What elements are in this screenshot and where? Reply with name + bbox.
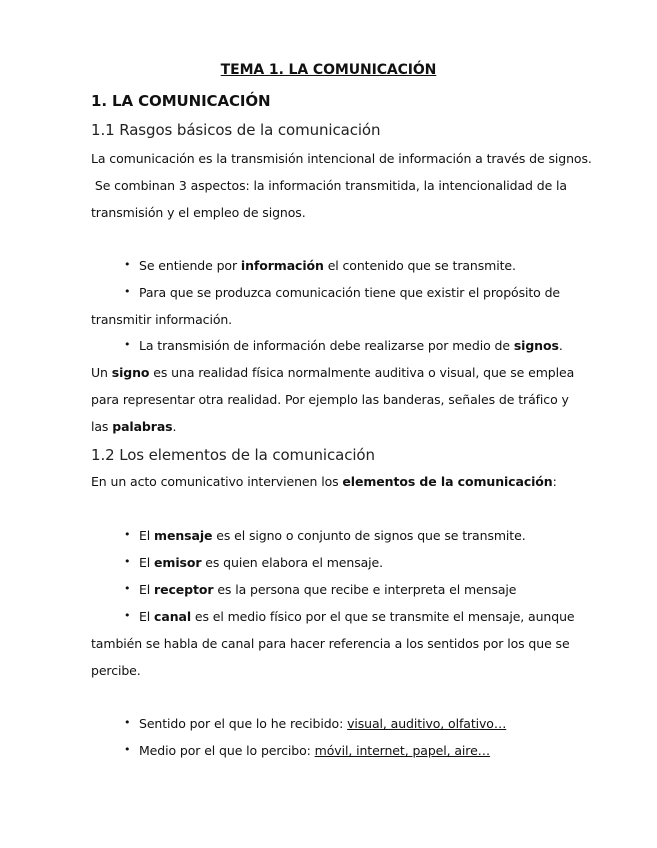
underlined-examples: visual, auditivo, olfativo…	[347, 716, 507, 731]
paragraph-text: :	[552, 474, 557, 489]
list-item-bold: mensaje	[154, 528, 213, 543]
paragraph-line	[91, 365, 574, 380]
paragraph-line	[91, 419, 176, 434]
list-item-text: .	[558, 338, 563, 353]
paragraph-text: las	[91, 419, 113, 434]
list-item-text: es quien elabora el mensaje.	[201, 555, 384, 570]
list-item-text: El	[139, 582, 155, 597]
list-item-text: es el medio físico por el que se transmite el mensaje, aunque	[191, 609, 575, 624]
bullet-icon: •	[124, 743, 131, 756]
bullet-icon: •	[124, 258, 131, 271]
bullet-icon: •	[124, 285, 131, 298]
list-item-bold: información	[240, 258, 324, 273]
list-item-continuation: transmitir información.	[91, 312, 233, 327]
subsection-heading-1-2: 1.2 Los elementos de la comunicación	[91, 446, 375, 464]
bullet-icon: •	[124, 716, 131, 729]
list-item: Para que se produzca comunicación tiene que existir el propósito de	[139, 285, 561, 300]
bullet-icon: •	[124, 528, 131, 541]
list-item-bold: receptor	[154, 582, 214, 597]
list-item-text: Se entiende por	[139, 258, 241, 273]
list-item-text: El	[139, 528, 155, 543]
paragraph-text: .	[172, 419, 177, 434]
paragraph-text: En un acto comunicativo intervienen los	[91, 474, 343, 489]
subsection-heading-1-1: 1.1 Rasgos básicos de la comunicación	[91, 121, 381, 139]
list-item-continuation: percibe.	[91, 663, 141, 678]
list-item-text: es la persona que recibe e interpreta el mensaje	[213, 582, 517, 597]
bullet-icon: •	[124, 609, 131, 622]
list-item	[139, 528, 526, 543]
bullet-icon: •	[124, 555, 131, 568]
list-item-continuation: también se habla de canal para hacer referencia a los sentidos por los que se	[91, 636, 570, 651]
paragraph-bold: signo	[111, 365, 150, 380]
section-heading: 1. LA COMUNICACIÓN	[91, 92, 271, 110]
list-item-text: El	[139, 555, 155, 570]
paragraph-line: Se combinan 3 aspectos: la información transmitida, la intencionalidad de la	[91, 178, 567, 193]
paragraph-line: La comunicación es la transmisión intencional de información a través de signos.	[91, 151, 592, 166]
bullet-icon: •	[124, 582, 131, 595]
list-item	[139, 609, 575, 624]
list-item	[139, 582, 516, 597]
document-title: TEMA 1. LA COMUNICACIÓN	[220, 62, 437, 78]
paragraph-line	[91, 474, 557, 489]
list-item	[139, 743, 490, 758]
underlined-examples: móvil, internet, papel, aire…	[314, 743, 491, 758]
list-item	[139, 555, 383, 570]
list-item-text: es el signo o conjunto de signos que se transmite.	[212, 528, 526, 543]
paragraph-line: transmisión y el empleo de signos.	[91, 205, 306, 220]
bullet-icon: •	[124, 338, 131, 351]
list-item-bold: emisor	[154, 555, 202, 570]
list-item-text: el contenido que se transmite.	[323, 258, 516, 273]
list-item-bold: signos	[513, 338, 559, 353]
paragraph-bold: palabras	[112, 419, 173, 434]
list-item	[139, 258, 516, 273]
list-item-text: El	[139, 609, 155, 624]
paragraph-text: Un	[91, 365, 112, 380]
list-item-text: La transmisión de información debe realizarse por medio de	[139, 338, 514, 353]
paragraph-bold: elementos de la comunicación	[342, 474, 553, 489]
paragraph-line: para representar otra realidad. Por ejemplo las banderas, señales de tráfico y	[91, 392, 569, 407]
list-item-text: Sentido por el que lo he recibido:	[139, 716, 348, 731]
paragraph-text: es una realidad física normalmente auditiva o visual, que se emplea	[149, 365, 575, 380]
list-item	[139, 716, 506, 731]
list-item-text: Medio por el que lo percibo:	[139, 743, 315, 758]
list-item-bold: canal	[154, 609, 192, 624]
list-item	[139, 338, 563, 353]
